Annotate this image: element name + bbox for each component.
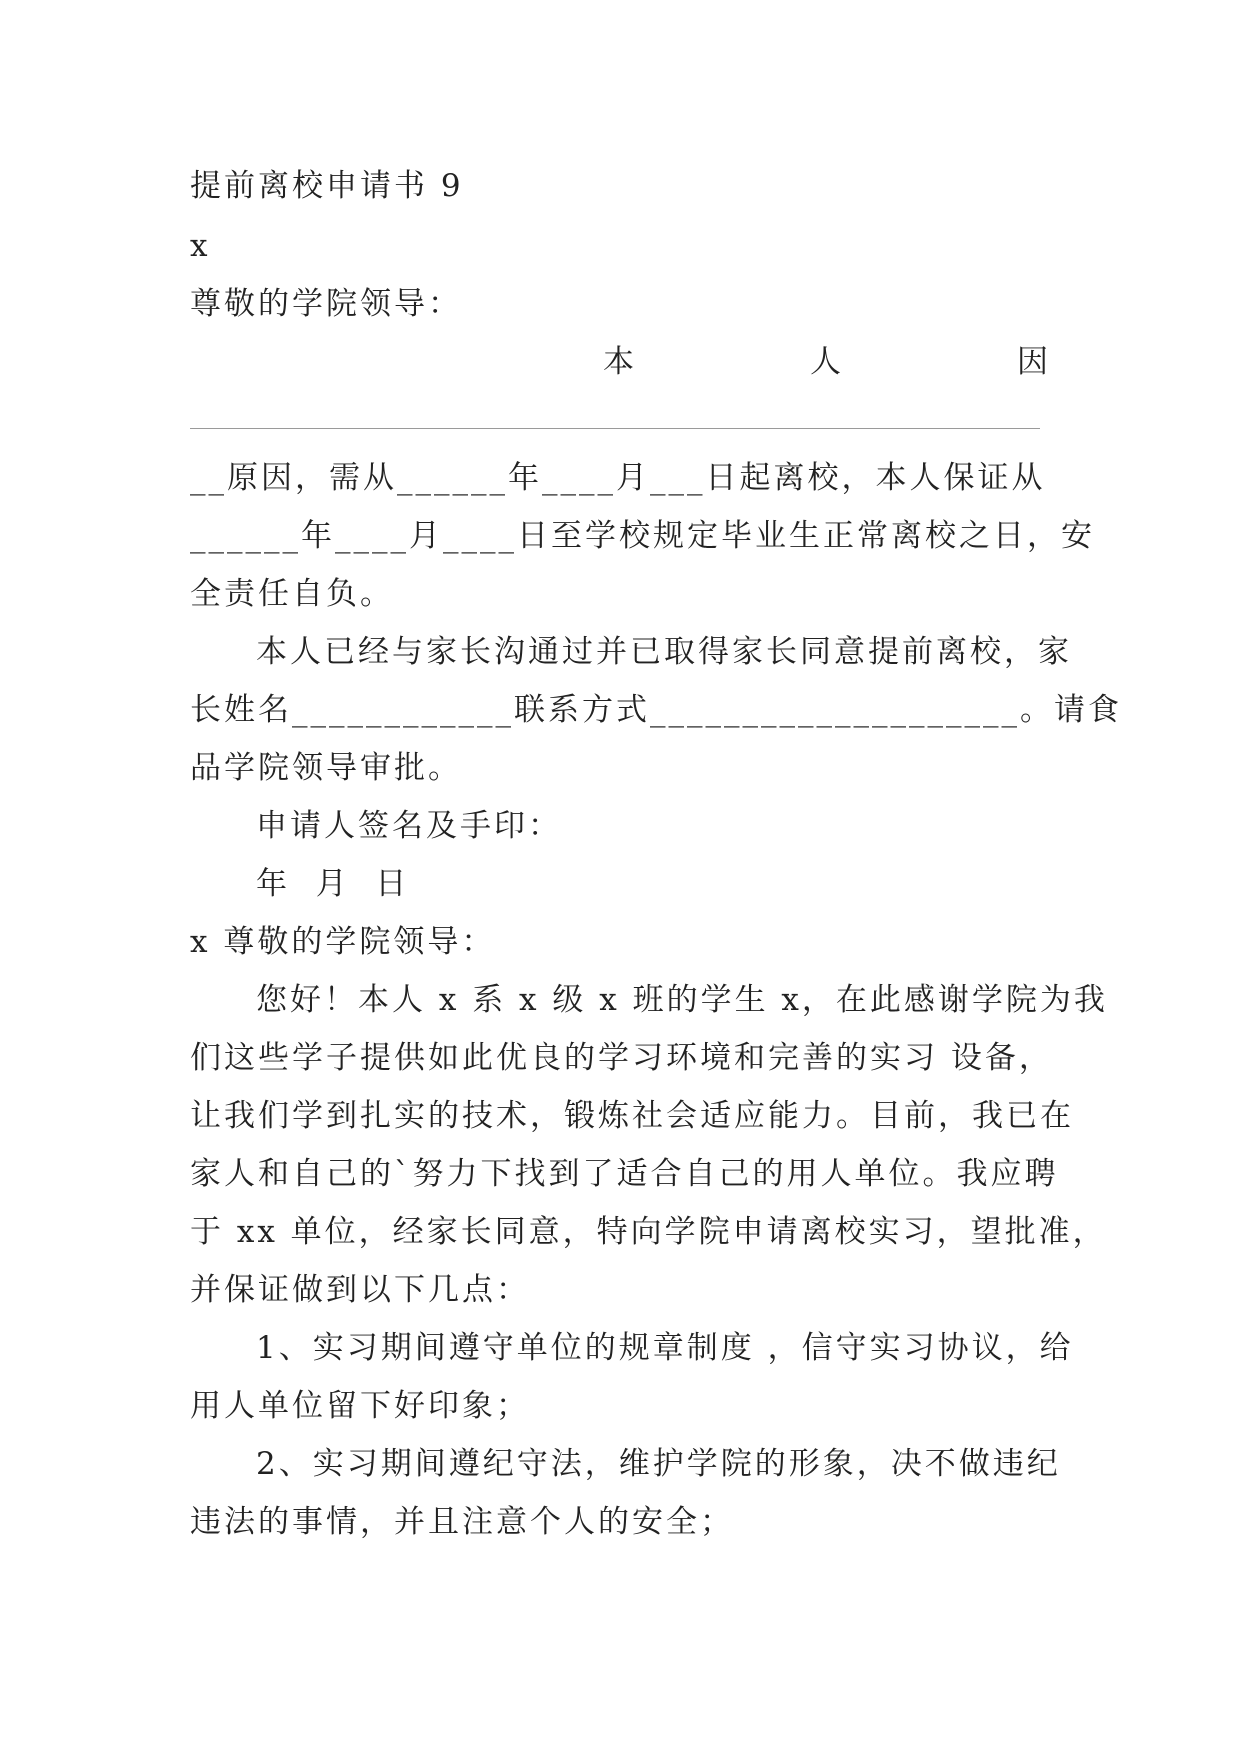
paragraph-line: 长姓名____________联系方式____________________。请食 [190, 692, 1122, 728]
list-item-line: 2、实习期间遵纪守法，维护学院的形象，决不做违纪 [256, 1446, 1061, 1482]
paragraph-line: 家人和自己的`努力下找到了适合自己的用人单位。我应聘 [190, 1156, 1059, 1192]
marker-x: x [190, 228, 211, 264]
spread-word: 本 [603, 344, 634, 380]
salutation: x 尊敬的学院领导： [190, 924, 496, 960]
paragraph-line: 于 xx 单位，经家长同意，特向学院申请离校实习，望批准， [190, 1214, 1107, 1250]
paragraph-line: 们这些学子提供如此优良的学习环境和完善的实习 设备， [190, 1040, 1053, 1076]
signature-label: 申请人签名及手印： [256, 808, 562, 844]
spread-word: 人 [810, 344, 841, 380]
document-title: 提前离校申请书 9 [190, 168, 464, 204]
spread-text-line [603, 342, 1048, 382]
list-item-line: 1、实习期间遵守单位的规章制度 ，信守实习协议，给 [256, 1330, 1074, 1366]
list-item-line: 违法的事情，并且注意个人的安全； [190, 1504, 734, 1540]
spread-word: 因 [1017, 344, 1048, 380]
list-item-line: 用人单位留下好印象； [190, 1388, 530, 1424]
paragraph-line: 让我们学到扎实的技术，锻炼社会适应能力。目前，我已在 [190, 1098, 1074, 1134]
paragraph-line: 您好！本人 x 系 x 级 x 班的学生 x，在此感谢学院为我 [256, 982, 1108, 1018]
salutation: 尊敬的学院领导： [190, 286, 462, 322]
paragraph-line: __原因，需从______年____月___日起离校，本人保证从 [190, 460, 1046, 496]
date-label: 年 月 日 [256, 866, 410, 902]
blank-rule-line [190, 428, 1040, 429]
paragraph-line: 全责任自负。 [190, 576, 394, 612]
paragraph-line: 品学院领导审批。 [190, 750, 462, 786]
paragraph-line: ______年____月____日至学校规定毕业生正常离校之日，安 [190, 518, 1095, 554]
paragraph-line: 并保证做到以下几点： [190, 1272, 530, 1308]
paragraph-line: 本人已经与家长沟通过并已取得家长同意提前离校，家 [256, 634, 1072, 670]
